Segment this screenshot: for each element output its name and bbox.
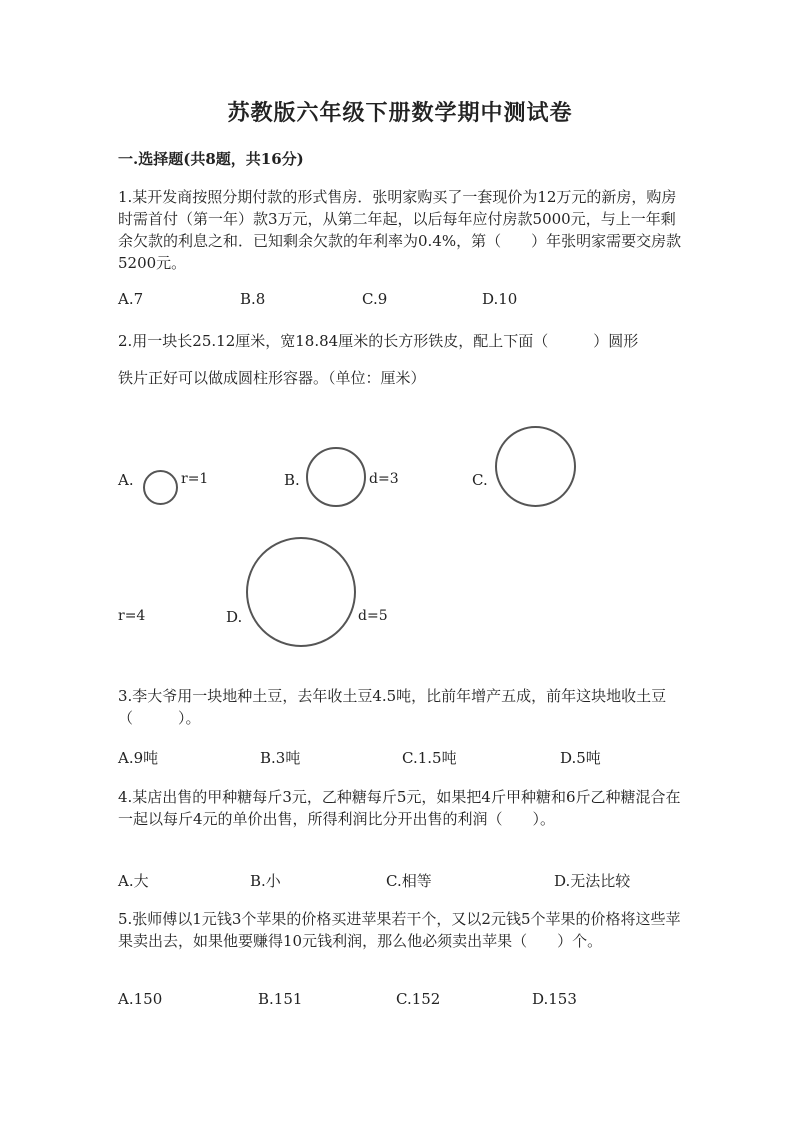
question-1-text: 1.某开发商按照分期付款的形式售房．张明家购买了一套现价为12万元的新房，购房时需首付（第一年）款3万元，从第二年起，以后每年应付房款5000元，与上一年剩余欠款的利息之和．已知剩余欠款的年利率为0.4%，第（ ）年张明家需要交房款5200元。 [118, 188, 682, 272]
circle-b-shape [306, 447, 366, 507]
question-3-option-d[interactable]: D.5吨 [560, 749, 601, 767]
question-3-option-a[interactable]: A.9吨 [118, 749, 159, 767]
question-5-option-a[interactable]: A.150 [118, 990, 163, 1008]
question-1-option-b[interactable]: B.8 [240, 290, 266, 308]
question-1-option-d[interactable]: D.10 [482, 290, 518, 308]
question-2-option-d[interactable]: D. [226, 608, 243, 626]
circle-c-label: r=4 [118, 608, 146, 624]
question-5-option-b[interactable]: B.151 [258, 990, 303, 1008]
circle-a-shape [143, 470, 178, 505]
question-3-option-c[interactable]: C.1.5吨 [402, 749, 457, 767]
circle-d-shape [246, 537, 356, 647]
page-title: 苏教版六年级下册数学期中测试卷 [227, 100, 573, 126]
question-4-option-d[interactable]: D.无法比较 [554, 872, 631, 890]
circle-b-label: d=3 [369, 471, 399, 487]
question-3-text: 3.李大爷用一块地种土豆，去年收土豆4.5吨，比前年增产五成，前年这块地收土豆（ ）。 [118, 687, 667, 727]
circle-a-label: r=1 [181, 471, 209, 487]
question-1-option-a[interactable]: A.7 [118, 290, 144, 308]
section-heading: 一.选择题(共8题，共16分) [118, 150, 304, 168]
question-2-text-line1: 2.用一块长25.12厘米，宽18.84厘米的长方形铁皮，配上下面（ ）圆形 [118, 332, 639, 350]
circle-c-shape [495, 426, 576, 507]
question-2-option-a[interactable]: A. [118, 471, 134, 489]
question-2-option-c[interactable]: C. [472, 471, 488, 489]
question-5-text: 5.张师傅以1元钱3个苹果的价格买进苹果若干个，又以2元钱5个苹果的价格将这些苹果卖出去，如果他要赚得10元钱利润，那么他必须卖出苹果（ ）个。 [118, 910, 681, 950]
question-4-text: 4.某店出售的甲种糖每斤3元，乙种糖每斤5元，如果把4斤甲种糖和6斤乙种糖混合在一起以每斤4元的单价出售，所得利润比分开出售的利润（ ）。 [118, 788, 681, 828]
question-4-option-c[interactable]: C.相等 [386, 872, 432, 890]
question-4-option-b[interactable]: B.小 [250, 872, 281, 890]
question-5-option-d[interactable]: D.153 [532, 990, 577, 1008]
question-5-option-c[interactable]: C.152 [396, 990, 441, 1008]
question-3-option-b[interactable]: B.3吨 [260, 749, 301, 767]
question-4-option-a[interactable]: A.大 [118, 872, 149, 890]
question-2-option-b[interactable]: B. [284, 471, 300, 489]
circle-d-label: d=5 [358, 608, 388, 624]
question-1-option-c[interactable]: C.9 [362, 290, 388, 308]
question-2-text-line2: 铁片正好可以做成圆柱形容器。（单位：厘米） [118, 369, 426, 387]
